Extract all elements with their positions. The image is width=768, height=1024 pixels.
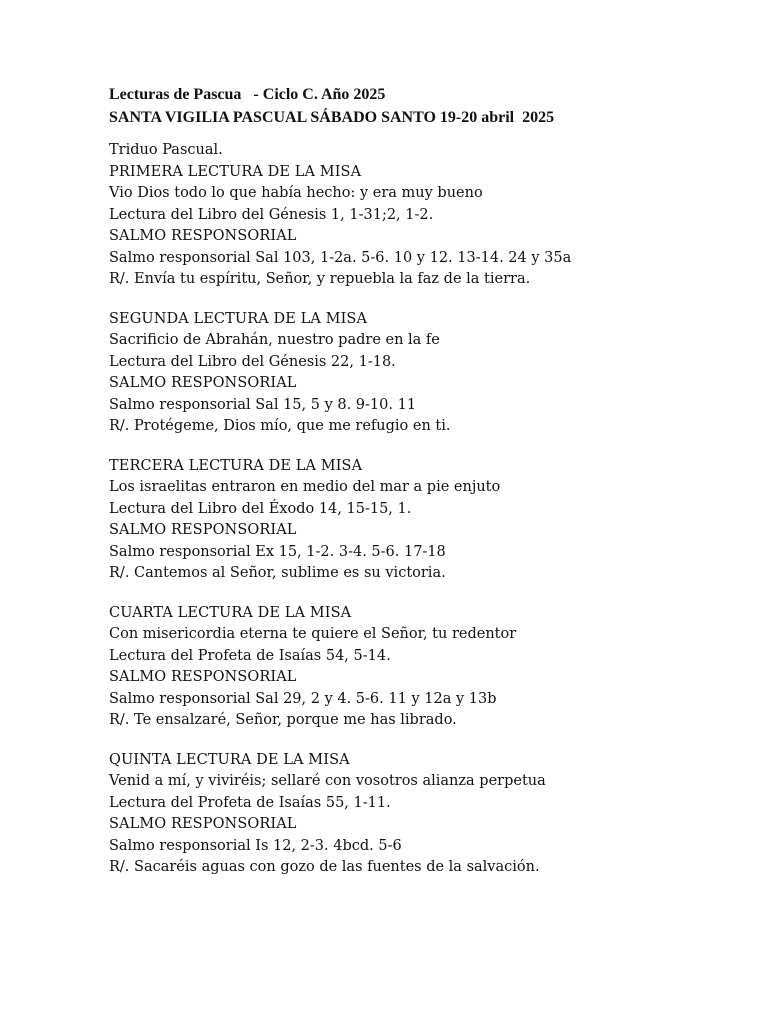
- reading-reference: Lectura del Libro del Génesis 22, 1-18.: [109, 353, 396, 370]
- psalm-response: R/. Cantemos al Señor, sublime es su victoria.: [109, 565, 446, 581]
- document-title: Lecturas de Pascua - Ciclo C. Año 2025: [109, 86, 386, 103]
- section-heading: PRIMERA LECTURA DE LA MISA: [109, 163, 362, 180]
- reading-section: [109, 162, 729, 291]
- psalm-reference: Salmo responsorial Sal 29, 2 y 4. 5-6. 11 y 12a y 13b: [109, 690, 497, 707]
- document-page: [109, 84, 729, 879]
- reading-reference: Lectura del Libro del Éxodo 14, 15-15, 1.: [109, 500, 412, 517]
- psalm-response: R/. Te ensalzaré, Señor, porque me has librado.: [109, 712, 457, 728]
- section-subtitle: Vio Dios todo lo que había hecho: y era muy bueno: [109, 185, 483, 201]
- document-subtitle: SANTA VIGILIA PASCUAL SÁBADO SANTO 19-20 abril 2025: [109, 109, 555, 126]
- psalm-heading: SALMO RESPONSORIAL: [109, 816, 297, 832]
- reading-reference: Lectura del Profeta de Isaías 55, 1-11.: [109, 794, 391, 811]
- reading-section: [109, 603, 729, 732]
- section-heading: SEGUNDA LECTURA DE LA MISA: [109, 310, 368, 327]
- readings-list: [109, 162, 729, 879]
- psalm-heading: SALMO RESPONSORIAL: [109, 522, 297, 538]
- section-subtitle: Con misericordia eterna te quiere el Señor, tu redentor: [109, 626, 517, 642]
- section-heading: QUINTA LECTURA DE LA MISA: [109, 751, 350, 768]
- psalm-reference: Salmo responsorial Sal 15, 5 y 8. 9-10. 11: [109, 396, 417, 413]
- reading-section: [109, 750, 729, 879]
- psalm-reference: Salmo responsorial Sal 103, 1-2a. 5-6. 10 y 12. 13-14. 24 y 35a: [109, 249, 572, 266]
- psalm-heading: SALMO RESPONSORIAL: [109, 228, 297, 244]
- psalm-reference: Salmo responsorial Is 12, 2-3. 4bcd. 5-6: [109, 837, 402, 854]
- psalm-heading: SALMO RESPONSORIAL: [109, 375, 297, 391]
- section-heading: TERCERA LECTURA DE LA MISA: [109, 457, 363, 474]
- psalm-response: R/. Sacaréis aguas con gozo de las fuentes de la salvación.: [109, 859, 540, 875]
- reading-section: [109, 456, 729, 585]
- section-subtitle: Sacrificio de Abrahán, nuestro padre en la fe: [109, 332, 440, 348]
- section-subtitle: Los israelitas entraron en medio del mar a pie enjuto: [109, 479, 501, 495]
- section-subtitle: Venid a mí, y viviréis; sellaré con vosotros alianza perpetua: [109, 773, 546, 789]
- psalm-heading: SALMO RESPONSORIAL: [109, 669, 297, 685]
- reading-reference: Lectura del Profeta de Isaías 54, 5-14.: [109, 647, 391, 664]
- intro-block: [109, 140, 729, 162]
- reading-reference: Lectura del Libro del Génesis 1, 1-31;2, 1-2.: [109, 206, 434, 223]
- section-heading: CUARTA LECTURA DE LA MISA: [109, 604, 352, 621]
- psalm-response: R/. Protégeme, Dios mío, que me refugio en ti.: [109, 418, 451, 434]
- reading-section: [109, 309, 729, 438]
- psalm-reference: Salmo responsorial Ex 15, 1-2. 3-4. 5-6. 17-18: [109, 543, 446, 560]
- psalm-response: R/. Envía tu espíritu, Señor, y repuebla la faz de la tierra.: [109, 271, 531, 287]
- intro-text: Triduo Pascual.: [109, 142, 223, 158]
